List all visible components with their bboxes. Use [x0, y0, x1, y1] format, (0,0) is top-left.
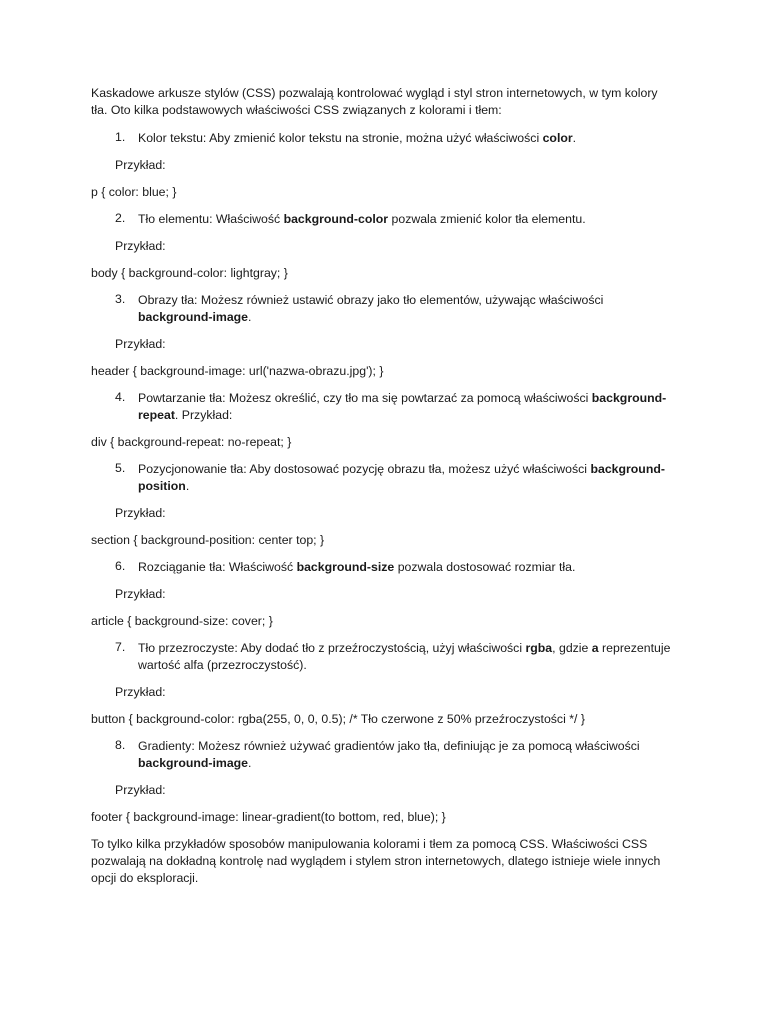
- list-item-7: [91, 640, 676, 674]
- code-example-2: body { background-color: lightgray; }: [91, 266, 288, 280]
- list-item-4: [91, 390, 676, 424]
- outro-paragraph: To tylko kilka przykładów sposobów manipulowania kolorami i tłem za pomocą CSS. Właściwości CSS pozwalają na dokładną kontrolę nad wyglądem i stylem stron internetowych, dlatego istnieje wiele innych opcji do eksploracji.: [91, 837, 661, 885]
- example-label: Przykład:: [115, 587, 166, 601]
- list-number: 8.: [115, 738, 126, 752]
- list-text: Gradienty: Możesz również używać gradientów jako tła, definiując je za pomocą właściwości background-image.: [138, 739, 640, 770]
- example-label: Przykład:: [115, 685, 166, 699]
- example-label: Przykład:: [115, 337, 166, 351]
- code-example-7: button { background-color: rgba(255, 0, 0, 0.5); /* Tło czerwone z 50% przeźroczystości */ }: [91, 712, 585, 726]
- code-example-3: header { background-image: url('nazwa-obrazu.jpg'); }: [91, 364, 384, 378]
- code-example-4: div { background-repeat: no-repeat; }: [91, 435, 292, 449]
- list-text: Powtarzanie tła: Możesz określić, czy tło ma się powtarzać za pomocą właściwości background-repeat. Przykład:: [138, 391, 667, 422]
- example-label: Przykład:: [115, 239, 166, 253]
- list-text: Obrazy tła: Możesz również ustawić obrazy jako tło elementów, używając właściwości background-image.: [138, 293, 604, 324]
- code-example-6: article { background-size: cover; }: [91, 614, 273, 628]
- list-text: Pozycjonowanie tła: Aby dostosować pozycję obrazu tła, możesz użyć właściwości background-position.: [138, 462, 665, 493]
- code-example-1: p { color: blue; }: [91, 185, 177, 199]
- list-number: 6.: [115, 559, 126, 573]
- code-example-5: section { background-position: center top; }: [91, 533, 325, 547]
- list-item-2: [91, 211, 676, 228]
- list-number: 7.: [115, 640, 126, 654]
- list-number: 3.: [115, 292, 126, 306]
- list-item-5: [91, 461, 676, 495]
- example-label: Przykład:: [115, 506, 166, 520]
- list-text: Kolor tekstu: Aby zmienić kolor tekstu na stronie, można użyć właściwości color.: [138, 131, 577, 145]
- list-number: 2.: [115, 211, 126, 225]
- intro-paragraph: Kaskadowe arkusze stylów (CSS) pozwalają kontrolować wygląd i styl stron internetowych, w tym kolory tła. Oto kilka podstawowych właściwości CSS związanych z kolorami i tłem:: [91, 86, 658, 117]
- list-item-3: [91, 292, 676, 326]
- list-item-6: [91, 559, 676, 576]
- list-text: Tło przezroczyste: Aby dodać tło z przeźroczystością, użyj właściwości rgba, gdzie a reprezentuje wartość alfa (przezroczystość).: [138, 641, 671, 672]
- example-label: Przykład:: [115, 158, 166, 172]
- list-number: 5.: [115, 461, 126, 475]
- list-text: Tło elementu: Właściwość background-color pozwala zmienić kolor tła elementu.: [138, 212, 586, 226]
- list-text: Rozciąganie tła: Właściwość background-size pozwala dostosować rozmiar tła.: [138, 560, 576, 574]
- list-item-1: [91, 130, 676, 147]
- example-label: Przykład:: [115, 783, 166, 797]
- list-number: 1.: [115, 130, 126, 144]
- list-item-8: [91, 738, 676, 772]
- list-number: 4.: [115, 390, 126, 404]
- code-example-8: footer { background-image: linear-gradient(to bottom, red, blue); }: [91, 810, 446, 824]
